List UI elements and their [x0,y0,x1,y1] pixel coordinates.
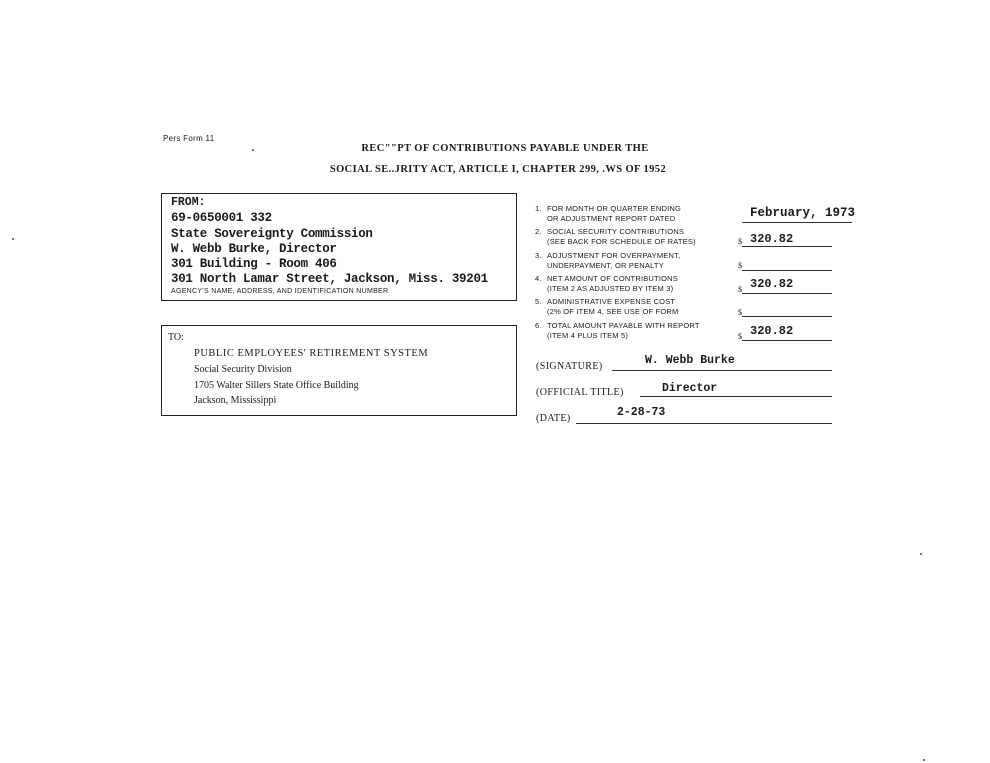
recipient-division: Social Security Division [194,364,292,375]
signature-value: W. Webb Burke [645,354,735,367]
item-1-value: February, 1973 [750,206,856,220]
form-number: Pers Form 11 [163,134,215,143]
form-title-line-2: SOCIAL SE..JRITY ACT, ARTICLE I, CHAPTER 299, .WS OF 1952 [329,164,667,175]
official-title-line [640,396,832,397]
date-label: (DATE) [536,413,571,424]
official-title-value: Director [662,382,718,395]
item-1-label: 1. FOR MONTH OR QUARTER ENDING OR ADJUSTMENT REPORT DATED [535,204,682,223]
to-heading: TO: [168,332,184,343]
official-title-label: (OFFICIAL TITLE) [536,387,624,398]
scan-speck [12,238,14,240]
date-value: 2-28-73 [617,406,666,419]
item-2-label: 2. SOCIAL SECURITY CONTRIBUTIONS (SEE BACK FOR SCHEDULE OF RATES) [535,227,696,246]
item-6-line [742,340,832,341]
item-6-value: 320.82 [750,324,794,338]
agency-caption: AGENCY'S NAME, ADDRESS, AND IDENTIFICATION NUMBER [171,288,389,295]
item-1-line [742,222,852,223]
agency-name: State Sovereignty Commission [171,227,373,241]
signature-label: (SIGNATURE) [536,361,603,372]
item-3-label: 3. ADJUSTMENT FOR OVERPAYMENT, UNDERPAYMENT, OR PENALTY [535,251,681,270]
form-title-line-1: REC""PT OF CONTRIBUTIONS PAYABLE UNDER THE [361,143,649,154]
item-4-dollar: $ [738,285,742,294]
date-line [576,423,832,424]
item-6-dollar: $ [738,332,742,341]
agency-address-line-2: 301 North Lamar Street, Jackson, Miss. 39201 [171,272,488,286]
agency-id-number: 69-0650001 332 [171,211,272,225]
from-heading: FROM: [171,196,206,209]
scan-speck [923,759,925,761]
item-4-value: 320.82 [750,277,794,291]
item-2-value: 320.82 [750,232,794,246]
item-6-label: 6. TOTAL AMOUNT PAYABLE WITH REPORT (ITEM 4 PLUS ITEM 5) [535,321,700,340]
agency-contact: W. Webb Burke, Director [171,242,337,256]
item-3-line [742,270,832,271]
scan-speck [252,149,254,151]
signature-line [612,370,832,371]
scan-speck [920,553,922,555]
item-4-label: 4. NET AMOUNT OF CONTRIBUTIONS (ITEM 2 AS ADJUSTED BY ITEM 3) [535,274,678,293]
agency-address-line-1: 301 Building - Room 406 [171,257,337,271]
item-3-dollar: $ [738,261,742,270]
item-5-line [742,316,832,317]
item-4-line [742,293,832,294]
recipient-name: PUBLIC EMPLOYEES' RETIREMENT SYSTEM [194,348,429,359]
recipient-address: 1705 Walter Sillers State Office Building [194,380,359,391]
recipient-city: Jackson, Mississippi [194,395,277,406]
item-5-dollar: $ [738,308,742,317]
item-5-label: 5. ADMINISTRATIVE EXPENSE COST (2% OF ITEM 4, SEE USE OF FORM [535,297,679,316]
item-2-line [742,246,832,247]
item-2-dollar: $ [738,237,742,246]
